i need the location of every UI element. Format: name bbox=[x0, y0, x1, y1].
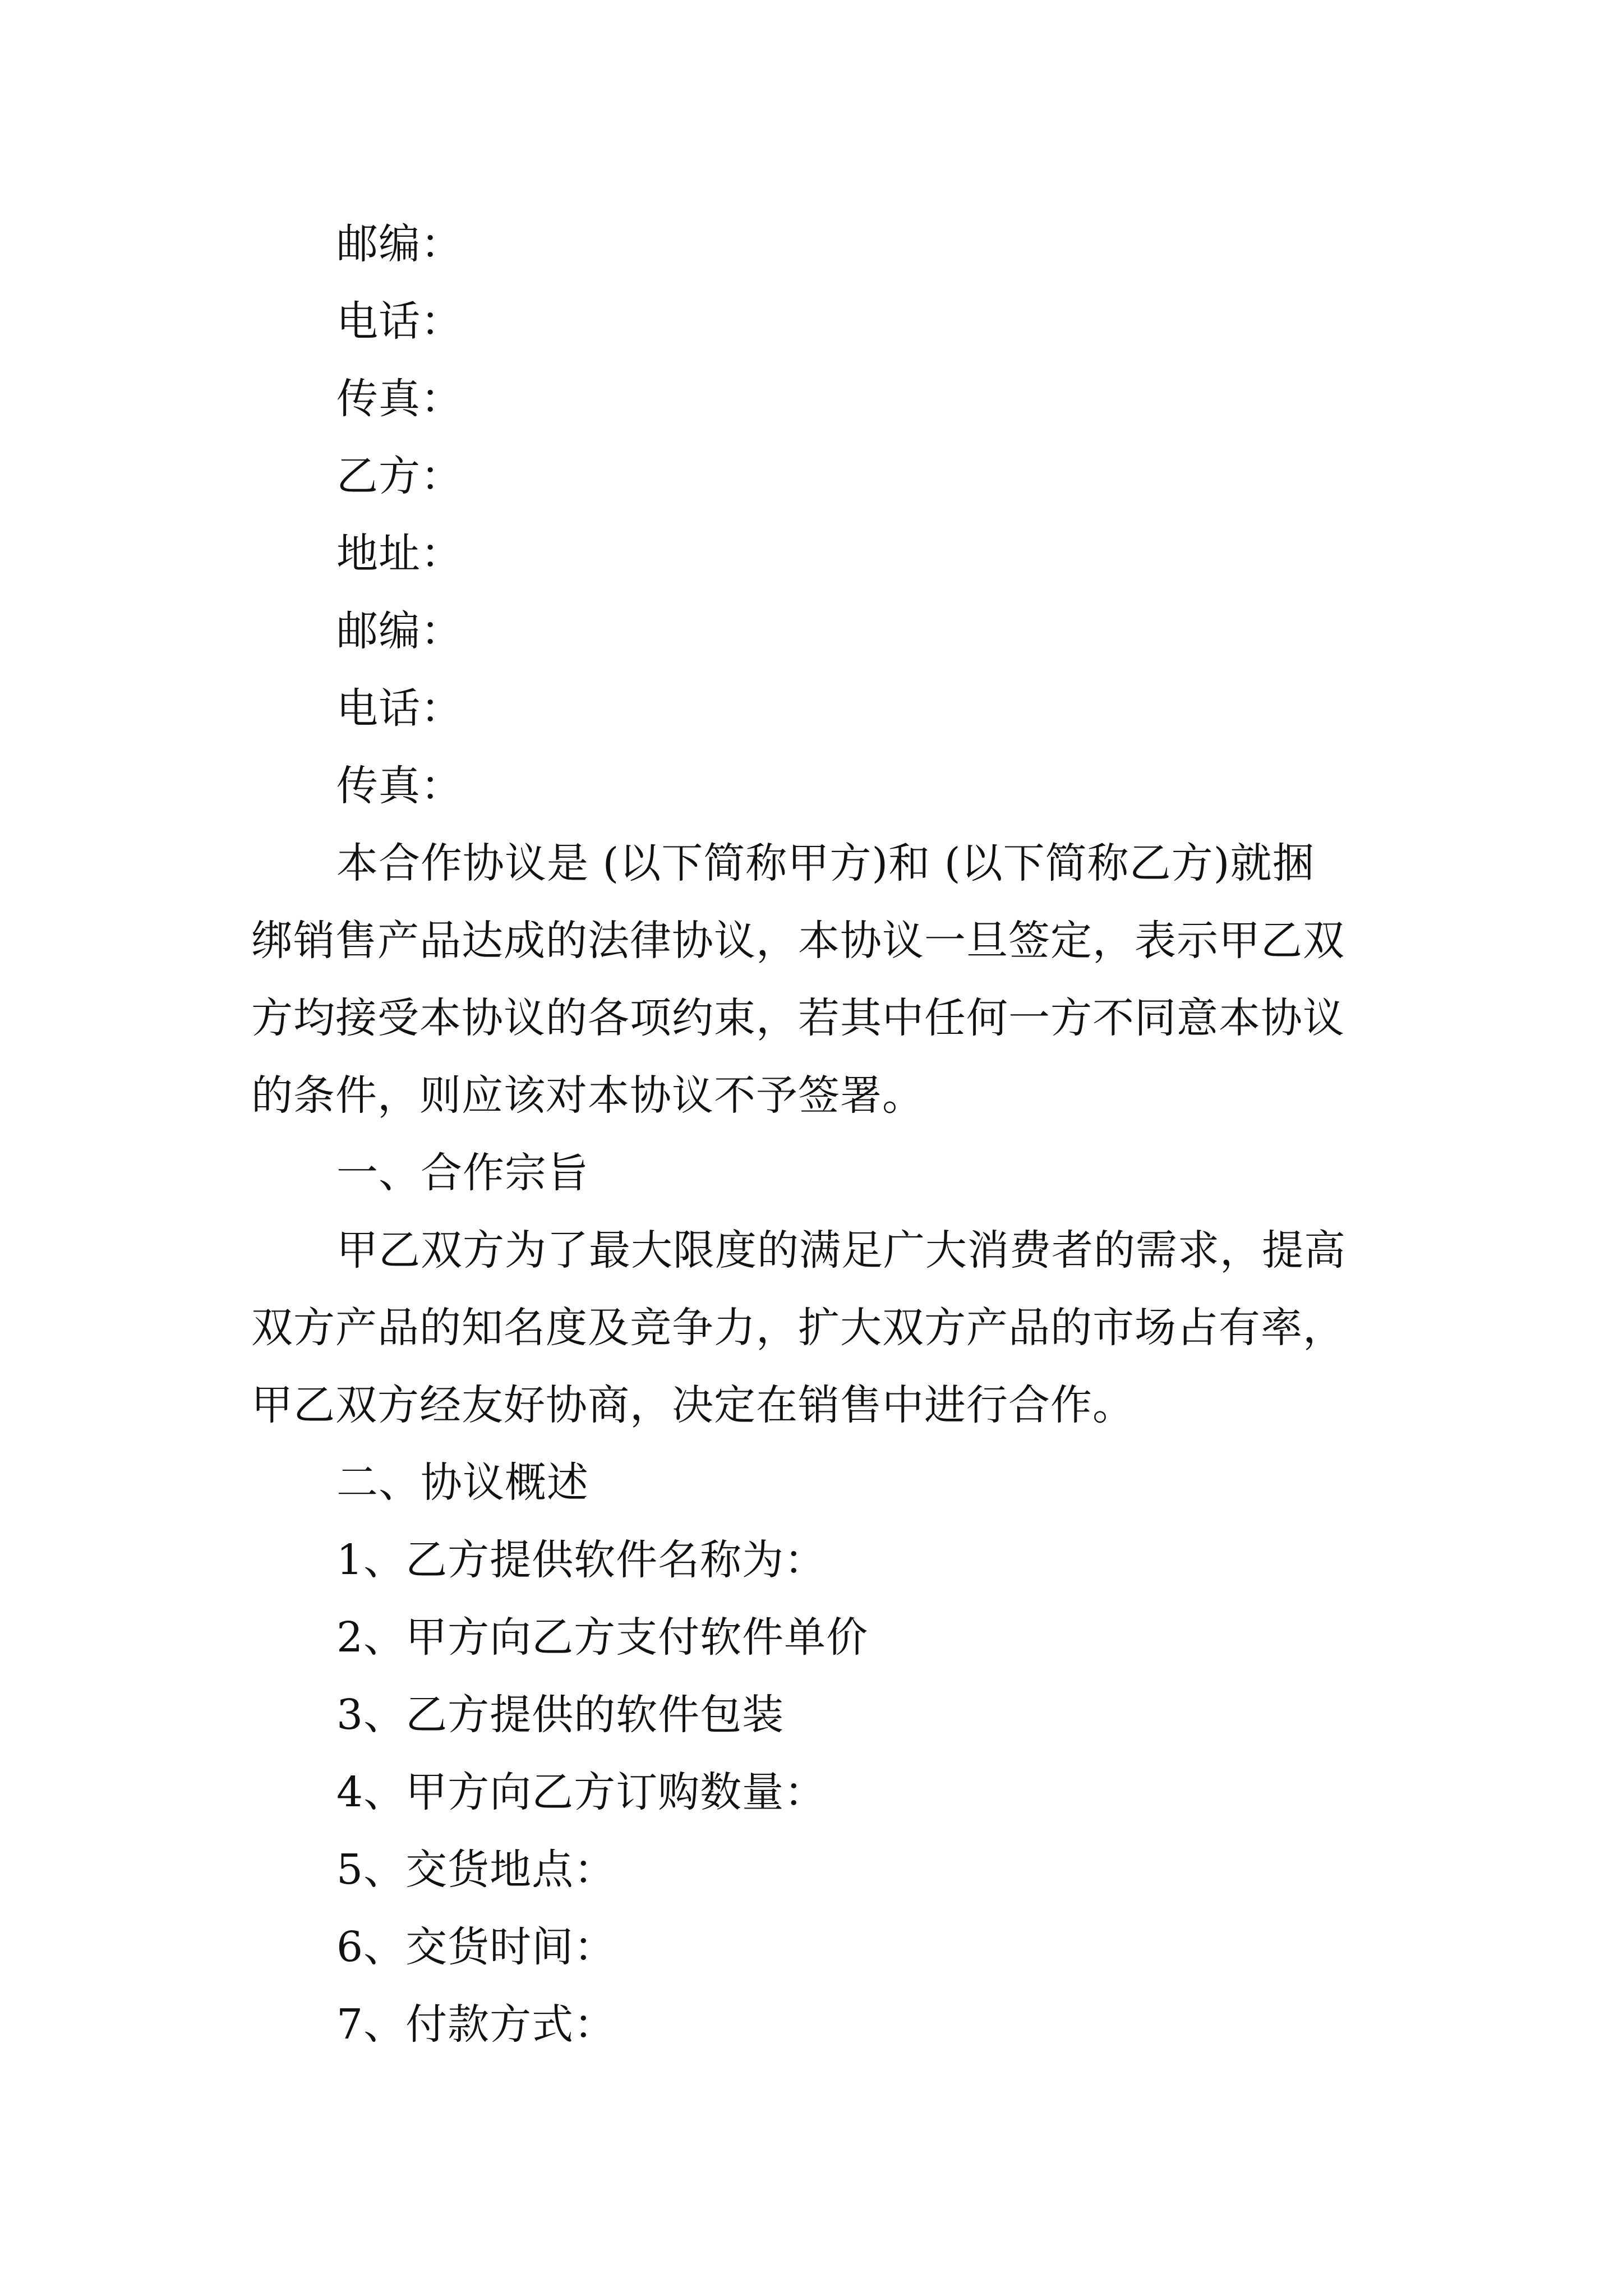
party-a-postcode-label: 邮编： bbox=[336, 220, 463, 268]
party-b-phone-label: 电话： bbox=[336, 684, 463, 733]
paragraph-line: 甲乙双方为了最大限度的满足广大消费者的需求，提高 bbox=[336, 1226, 1346, 1274]
list-item: 3、乙方提供的软件包装 bbox=[336, 1691, 785, 1739]
party-b-title: 乙方： bbox=[336, 452, 463, 500]
preamble-line: 绑销售产品达成的法律协议，本协议一旦签定，表示甲乙双 bbox=[251, 917, 1345, 965]
party-a-phone-label: 电话： bbox=[336, 297, 463, 346]
preamble-line: 的条件，则应该对本协议不予签署。 bbox=[251, 1071, 924, 1120]
list-item: 7、付款方式： bbox=[336, 2000, 616, 2049]
list-item: 4、甲方向乙方订购数量： bbox=[336, 1768, 827, 1816]
party-b-postcode-label: 邮编： bbox=[336, 607, 463, 655]
list-item: 2、甲方向乙方支付软件单价 bbox=[336, 1613, 869, 1662]
preamble-line: 方均接受本协议的各项约束，若其中任何一方不同意本协议 bbox=[251, 994, 1345, 1042]
list-item: 5、交货地点： bbox=[336, 1846, 616, 1894]
list-item: 6、交货时间： bbox=[336, 1923, 616, 1971]
paragraph-line: 双方产品的知名度及竞争力，扩大双方产品的市场占有率， bbox=[251, 1304, 1345, 1352]
party-b-fax-label: 传真： bbox=[336, 762, 463, 810]
section-heading-agreement-overview: 二、协议概述 bbox=[336, 1458, 589, 1507]
section-heading-cooperation-purpose: 一、合作宗旨 bbox=[336, 1149, 589, 1197]
party-b-address-label: 地址： bbox=[336, 530, 463, 578]
party-a-fax-label: 传真： bbox=[336, 375, 463, 423]
paragraph-line: 甲乙双方经友好协商，决定在销售中进行合作。 bbox=[251, 1381, 1135, 1429]
list-item: 1、乙方提供软件名称为： bbox=[336, 1536, 827, 1584]
preamble-line: 本合作协议是 (以下简称甲方)和 (以下简称乙方)就捆 bbox=[336, 839, 1315, 887]
